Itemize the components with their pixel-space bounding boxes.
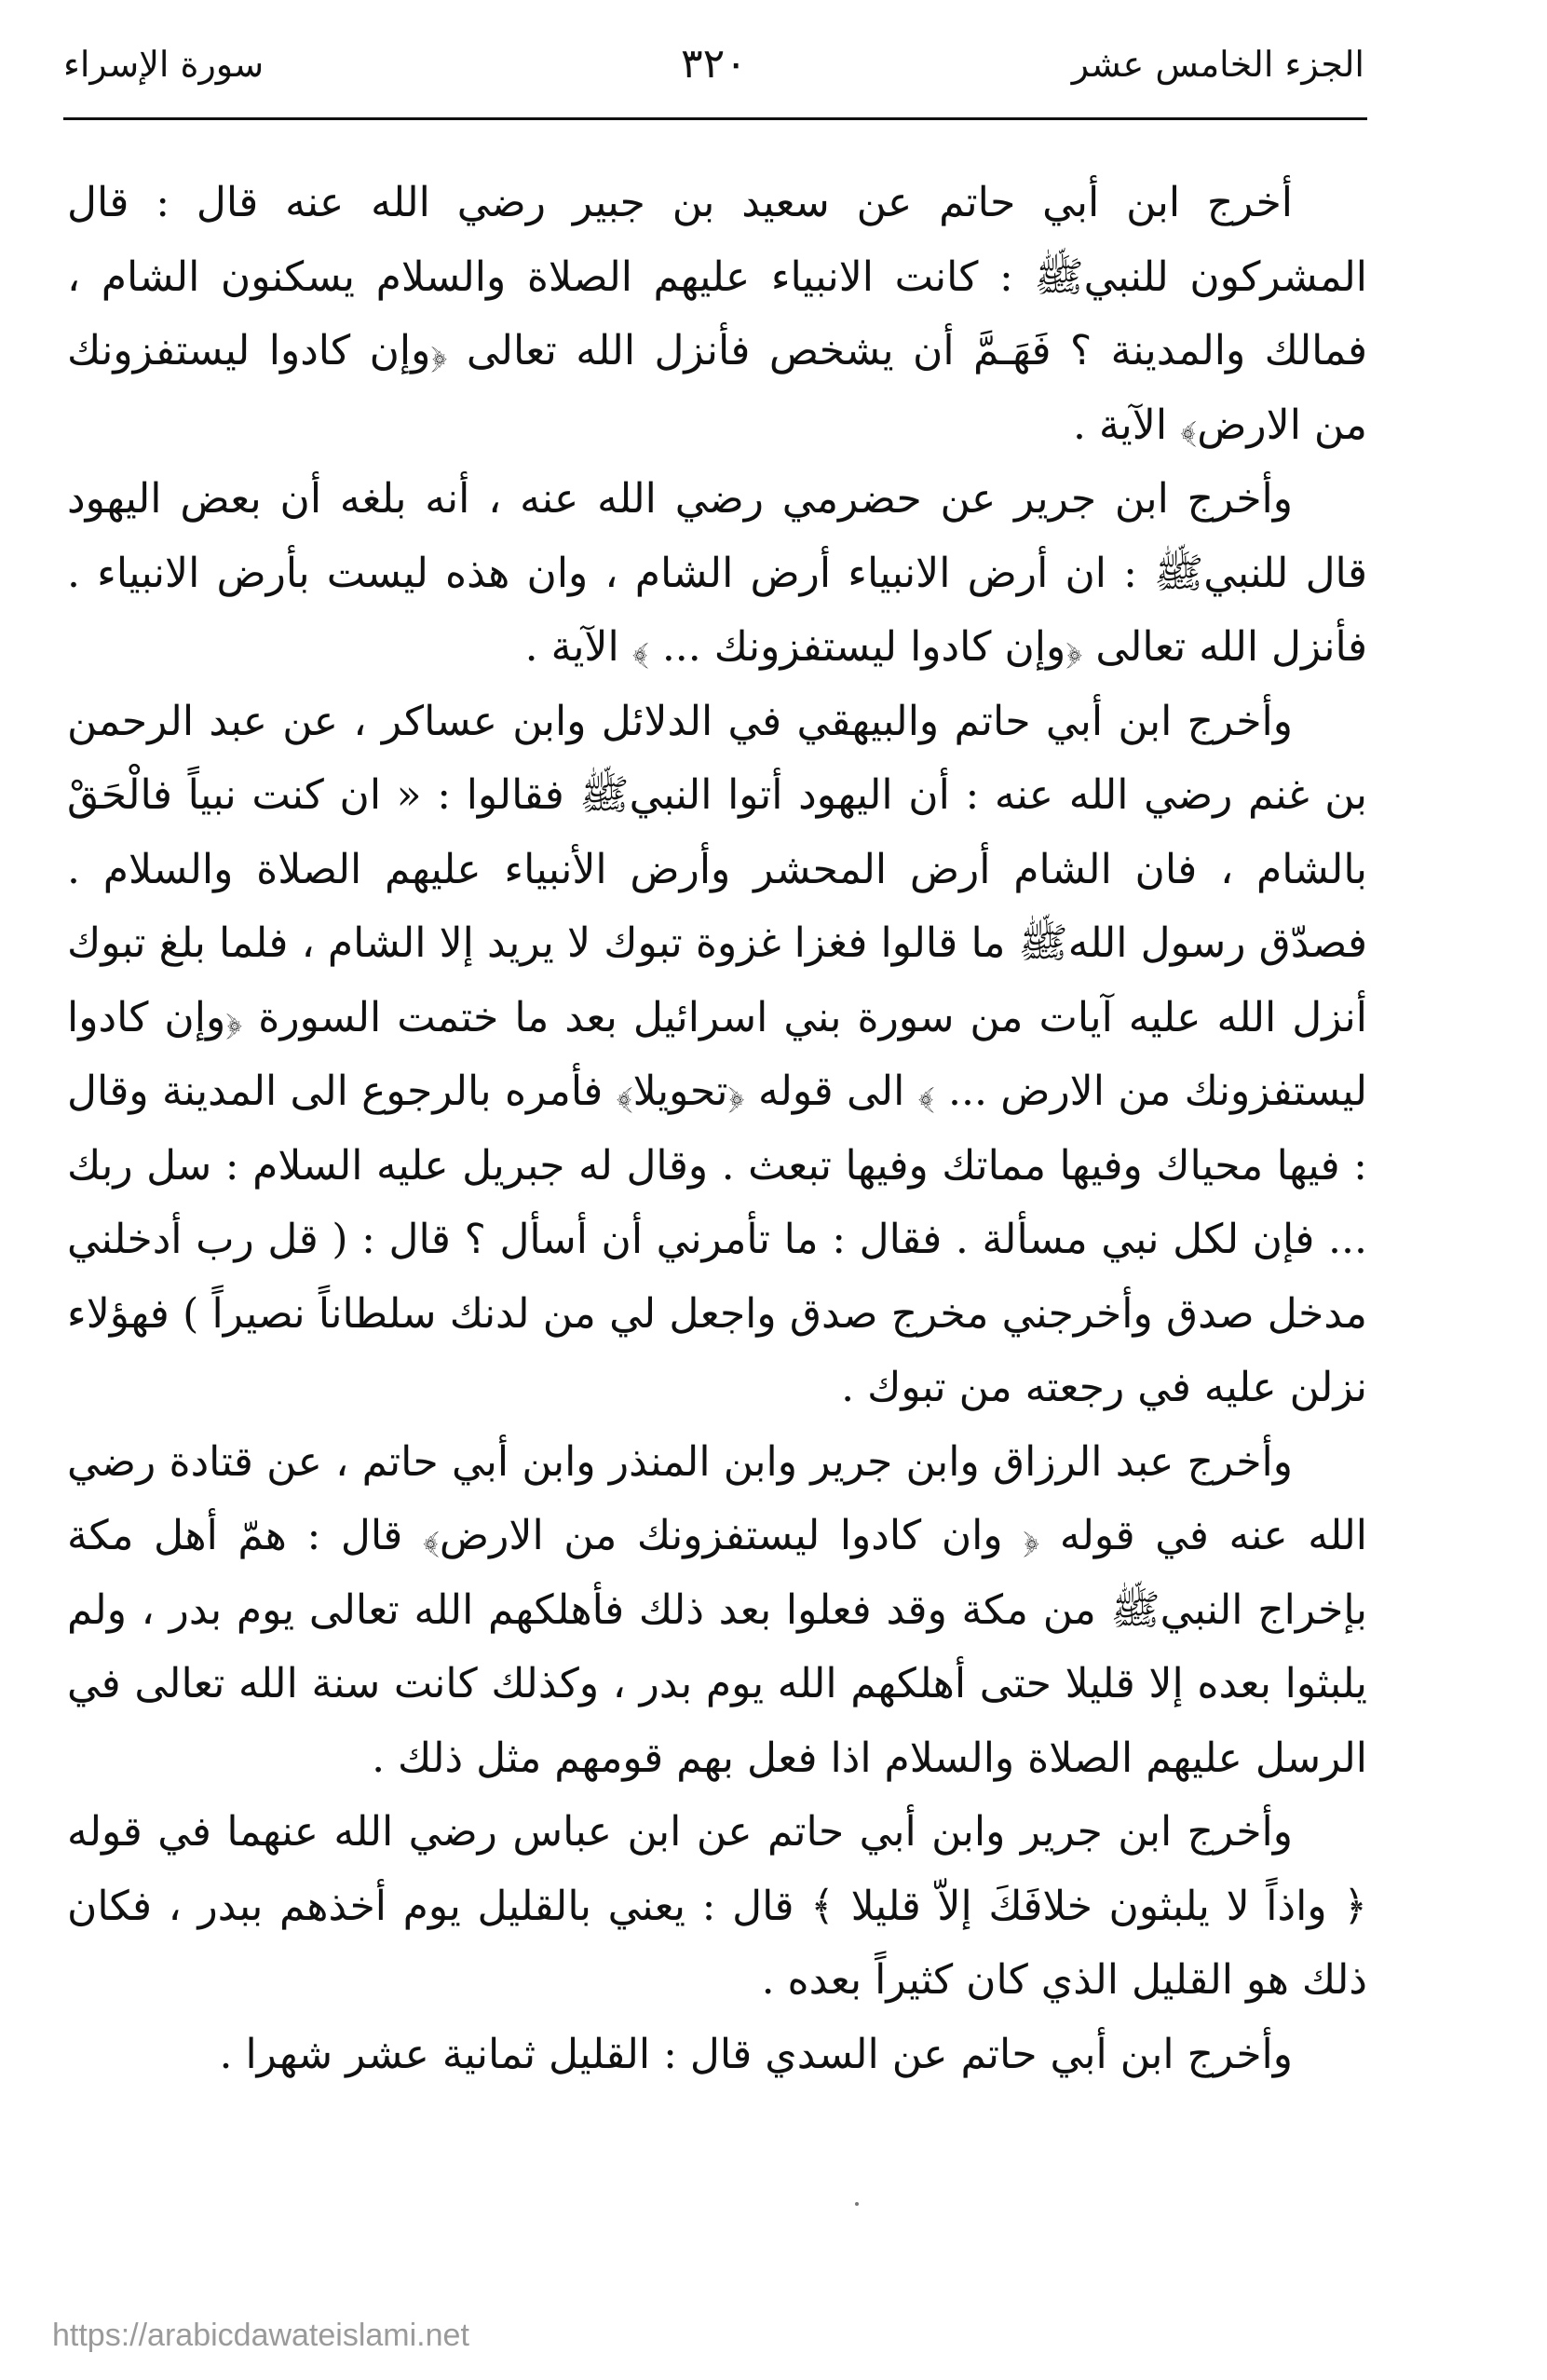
page-number: ٣٢٠ (681, 40, 747, 88)
scan-speck (855, 2202, 859, 2206)
header-surah-title: سورة الإسراء (63, 44, 265, 85)
paragraph-5: وأخرج ابن جرير وابن أبي حاتم عن ابن عباس رضي الله عنهما في قوله ﴿ واذاً لا يلبثون خلافَكَ إلاّ قليلا ﴾ قال : يعني بالقليل يوم أخذهم ببدر ، فكان ذلك هو القليل الذي كان كثيراً بعده . (67, 1808, 1367, 2004)
header-part-title: الجزء الخامس عشر (1071, 44, 1364, 85)
header-divider (63, 117, 1367, 120)
paragraph-3: وأخرج ابن أبي حاتم والبيهقي في الدلائل وابن عساكر ، عن عبد الرحمن بن غنم رضي الله عنه : أن اليهود أتوا النبيﷺ فقالوا : « ان كنت نبياً فالْحَقْ بالشام ، فان الشام أرض المحشر وأرض الأنبياء عليهم الصلاة والسلام . فصدّق رسول اللهﷺ ما قالوا فغزا غزوة تبوك لا يريد إلا الشام ، فلما بلغ تبوك أنزل الله عليه آيات من سورة بني اسرائيل بعد ما ختمت السورة ﴿وإن كادوا ليستفزونك من الارض ... ﴾ الى قوله ﴿تحويلا﴾ فأمره بالرجوع الى المدينة وقال : فيها محياك وفيها مماتك وفيها تبعث . وقال له جبريل عليه السلام : سل ربك ... فإن لكل نبي مسألة . فقال : ما تأمرني أن أسأل ؟ قال : ( قل رب أدخلني مدخل صدق وأخرجني مخرج صدق واجعل لي من لدنك سلطاناً نصيراً ) فهؤلاء نزلن عليه في رجعته من تبوك . (67, 697, 1368, 1411)
paragraph-6: وأخرج ابن أبي حاتم عن السدي قال : القليل ثمانية عشر شهرا . (219, 2030, 1293, 2078)
watermark-url: https://arabicdawateislami.net (52, 2318, 469, 2353)
paragraph-2: وأخرج ابن جرير عن حضرمي رضي الله عنه ، أنه بلغه أن بعض اليهود قال للنبيﷺ : ان أرض الانبياء أرض الشام ، وان هذه ليست بأرض الانبياء . فأنزل الله تعالى ﴿وإن كادوا ليستفزونك ... ﴾ الآية . (67, 475, 1367, 671)
paragraph-4: وأخرج عبد الرزاق وابن جرير وابن المنذر وابن أبي حاتم ، عن قتادة رضي الله عنه في قوله ﴿ وان كادوا ليستفزونك من الارض﴾ قال : همّ أهل مكة بإخراج النبيﷺ من مكة وقد فعلوا بعد ذلك فأهلكهم الله تعالى يوم بدر ، ولم يلبثوا بعده إلا قليلا حتى أهلكهم الله يوم بدر ، وكذلك كانت سنة الله تعالى في الرسل عليهم الصلاة والسلام اذا فعل بهم قومهم مثل ذلك . (67, 1437, 1367, 1782)
page-header (63, 35, 1364, 93)
page-body (67, 166, 1367, 2091)
paragraph-1: أخرج ابن أبي حاتم عن سعيد بن جبير رضي الله عنه قال : قال المشركون للنبيﷺ : كانت الانبياء عليهم الصلاة والسلام يسكنون الشام ، فمالك والمدينة ؟ فَهَـمَّ أن يشخص فأنزل الله تعالى ﴿وإن كادوا ليستفزونك من الارض﴾ الآية . (67, 179, 1367, 449)
